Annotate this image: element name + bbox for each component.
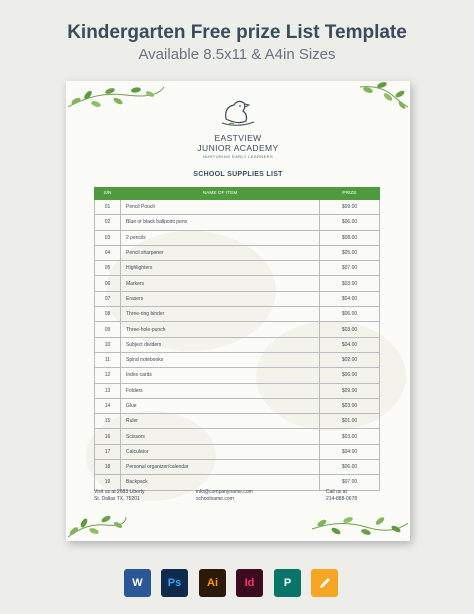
cell-sn: 03	[95, 230, 121, 245]
vine-decoration-bottom-left	[66, 509, 128, 541]
cell-item-name: Pencil sharpener	[121, 245, 320, 260]
cell-item-name: Spiral notebooks	[121, 352, 320, 367]
footer-phone	[326, 489, 357, 503]
photoshop-icon[interactable]	[161, 569, 188, 597]
cell-sn: 10	[95, 337, 121, 352]
table-row	[95, 337, 380, 352]
cell-item-name: Erasers	[121, 291, 320, 306]
table-row	[95, 352, 380, 367]
school-tagline: NURTURING EARLY LEARNERS	[202, 154, 274, 159]
table-row	[95, 429, 380, 444]
footer-contact-web	[196, 489, 253, 503]
table-row	[95, 276, 380, 291]
cell-price: $06.00	[320, 215, 380, 230]
vine-decoration-top-left	[66, 81, 166, 115]
pen-glyph-icon	[318, 576, 332, 590]
address-line2: St. Dallas TX, 75201	[94, 496, 140, 502]
vine-decoration-bottom-right	[310, 509, 410, 541]
indesign-icon[interactable]	[236, 569, 263, 597]
cell-sn: 04	[95, 245, 121, 260]
column-header-price: PRIZE	[320, 188, 380, 200]
pages-icon[interactable]	[311, 569, 338, 597]
page-title: Kindergarten Free prize List Template	[67, 22, 407, 43]
table-row	[95, 475, 380, 490]
vine-decoration-top-right	[358, 81, 410, 111]
cell-sn: 17	[95, 444, 121, 459]
phone-text: 214-888-0678	[326, 496, 358, 502]
table-row	[95, 215, 380, 230]
word-icon[interactable]	[124, 569, 151, 597]
cell-item-name: Three-hole-punch	[121, 322, 320, 337]
cell-sn: 06	[95, 276, 121, 291]
school-name	[66, 133, 410, 153]
table-row	[95, 261, 380, 276]
address-line1: Visit us at 2683 Liberty	[94, 489, 145, 495]
bird-logo-icon	[218, 95, 258, 131]
cell-price: $07.00	[320, 475, 380, 490]
photoshop-icon-letter: Ps	[167, 577, 182, 589]
cell-item-name: 2 pencils	[121, 230, 320, 245]
cell-price: $02.00	[320, 352, 380, 367]
column-header-sn: S/N	[95, 188, 121, 200]
table-header-row	[95, 188, 380, 200]
cell-sn: 01	[95, 200, 121, 215]
cell-sn: 09	[95, 322, 121, 337]
cell-sn: 19	[95, 475, 121, 490]
cell-price: $04.00	[320, 337, 380, 352]
cell-item-name: Three-ring binder	[121, 307, 320, 322]
cell-item-name: Personal organizer/calendar	[121, 460, 320, 475]
table-row	[95, 230, 380, 245]
table-row	[95, 200, 380, 215]
call-label: Call us at	[326, 489, 347, 495]
cell-item-name: Ruler	[121, 414, 320, 429]
website-text: schoolname.com	[196, 496, 234, 502]
cell-item-name: Scissors	[121, 429, 320, 444]
table-row	[95, 368, 380, 383]
email-text: info@companyname.com	[196, 489, 253, 495]
table-row	[95, 383, 380, 398]
publisher-icon[interactable]	[274, 569, 301, 597]
table-row	[95, 245, 380, 260]
cell-price: $09.00	[320, 200, 380, 215]
cell-item-name: Subject dividers	[121, 337, 320, 352]
table-row	[95, 460, 380, 475]
cell-sn: 16	[95, 429, 121, 444]
cell-item-name: Index cards	[121, 368, 320, 383]
table-row	[95, 414, 380, 429]
cell-sn: 05	[95, 261, 121, 276]
page-subtitle: Available 8.5x11 & A4in Sizes	[138, 46, 336, 63]
cell-item-name: Blue or black ballpoint pens	[121, 215, 320, 230]
list-title: SCHOOL SUPPLIES LIST	[193, 171, 283, 178]
school-name-line1: EASTVIEW	[214, 133, 262, 143]
cell-price: $05.00	[320, 245, 380, 260]
column-header-name: NAME OF ITEM	[121, 188, 320, 200]
cell-price: $04.00	[320, 444, 380, 459]
footer-address	[94, 489, 145, 503]
cell-sn: 12	[95, 368, 121, 383]
school-name-line2: JUNIOR ACADEMY	[197, 143, 279, 153]
cell-item-name: Calculator	[121, 444, 320, 459]
cell-sn: 13	[95, 383, 121, 398]
table-row	[95, 398, 380, 413]
cell-price: $03.00	[320, 276, 380, 291]
cell-sn: 11	[95, 352, 121, 367]
cell-item-name: Glue	[121, 398, 320, 413]
cell-price: $09.00	[320, 383, 380, 398]
table-row	[95, 307, 380, 322]
cell-price: $03.00	[320, 398, 380, 413]
cell-price: $06.00	[320, 368, 380, 383]
cell-price: $03.00	[320, 322, 380, 337]
word-icon-letter: W	[132, 577, 143, 589]
illustrator-icon-letter: Ai	[207, 577, 218, 589]
cell-price: $06.00	[320, 307, 380, 322]
table-row	[95, 291, 380, 306]
table-row	[95, 322, 380, 337]
cell-item-name: Pencil Pouch	[121, 200, 320, 215]
cell-sn: 14	[95, 398, 121, 413]
cell-item-name: Backpack	[121, 475, 320, 490]
cell-price: $03.00	[320, 429, 380, 444]
cell-price: $04.00	[320, 291, 380, 306]
app-format-icons	[0, 569, 474, 599]
supplies-table	[94, 187, 380, 491]
table-row	[95, 444, 380, 459]
cell-item-name: Folders	[121, 383, 320, 398]
publisher-icon-letter: P	[283, 577, 292, 589]
cell-item-name: Markers	[121, 276, 320, 291]
cell-price: $08.00	[320, 230, 380, 245]
cell-sn: 08	[95, 307, 121, 322]
document-preview[interactable]	[66, 81, 410, 541]
cell-price: $07.00	[320, 261, 380, 276]
cell-sn: 18	[95, 460, 121, 475]
indesign-icon-letter: Id	[244, 577, 255, 589]
cell-sn: 15	[95, 414, 121, 429]
cell-item-name: Highlighters	[121, 261, 320, 276]
cell-price: $01.00	[320, 414, 380, 429]
cell-sn: 02	[95, 215, 121, 230]
cell-sn: 07	[95, 291, 121, 306]
cell-price: $06.00	[320, 460, 380, 475]
illustrator-icon[interactable]	[199, 569, 226, 597]
